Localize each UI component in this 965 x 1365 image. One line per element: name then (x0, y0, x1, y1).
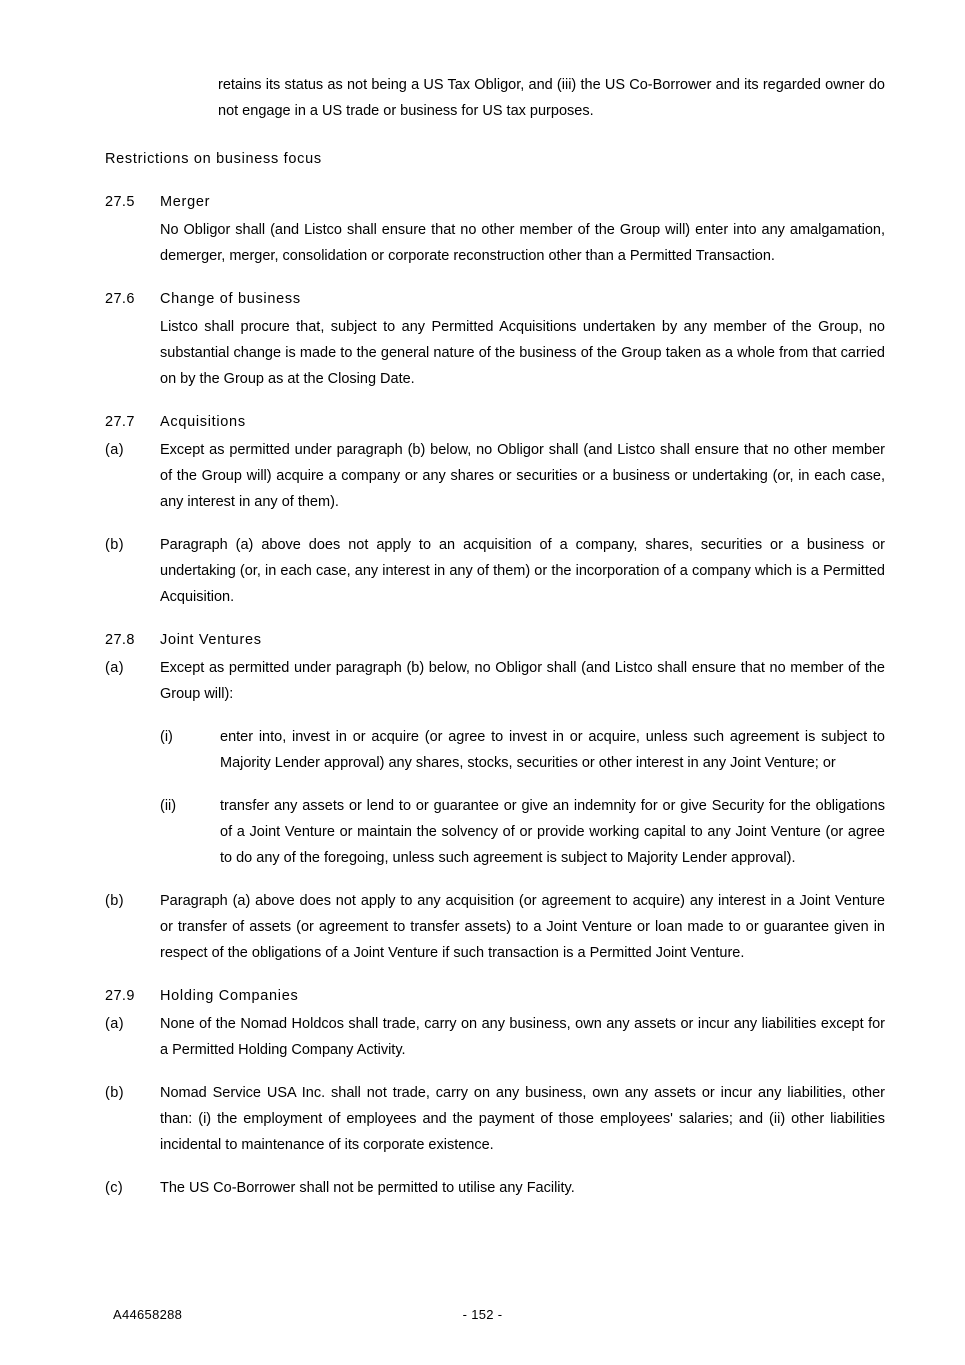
clause-27-8-paragraph-b (105, 888, 885, 966)
clause-27-8-subitem-ii (160, 793, 885, 871)
clause-number: 27.9 (105, 988, 135, 1004)
clause-title: Holding Companies (160, 988, 299, 1004)
clause-27-7-paragraph-a (105, 437, 885, 515)
paragraph-label: (a) (105, 1016, 124, 1032)
paragraph-text: No Obligor shall (and Listco shall ensure that no other member of the Group will) enter into any amalgamation, demerger, merger, consolidation or corporate reconstruction other than a Permitted Transaction. (160, 222, 885, 264)
clause-27-5-paragraph (105, 217, 885, 269)
clause-number: 27.7 (105, 414, 135, 430)
clause-27-6-paragraph (105, 314, 885, 392)
paragraph-label: (b) (105, 1085, 124, 1101)
paragraph-text: Paragraph (a) above does not apply to any acquisition (or agreement to acquire) any interest in a Joint Venture or transfer of assets (or agreement to transfer assets) to a Joint Venture or loan made to or guarantee given in respect of the obligations of a Joint Venture if such transaction is a Permitted Joint Venture. (160, 893, 885, 961)
paragraph-text: Listco shall procure that, subject to any Permitted Acquisitions undertaken by any member of the Group, no substantial change is made to the general nature of the business of the Group taken as a whole from that carried on by the Group as at the Closing Date. (160, 319, 885, 387)
paragraph-text: None of the Nomad Holdcos shall trade, carry on any business, own any assets or incur any liabilities except for a Permitted Holding Company Activity. (160, 1016, 885, 1058)
paragraph-text: The US Co-Borrower shall not be permitted to utilise any Facility. (160, 1180, 575, 1196)
paragraph-label: (c) (105, 1180, 124, 1196)
paragraph-text: Except as permitted under paragraph (b) below, no Obligor shall (and Listco shall ensure that no other member of the Group will) acquire a company or any shares or securities or a business or undertaking (or, in each case, any interest in any of them). (160, 442, 885, 510)
paragraph-label: (a) (105, 442, 124, 458)
clause-number: 27.6 (105, 291, 135, 307)
clause-27-9-paragraph-c (105, 1175, 885, 1201)
document-reference: A44658288 (113, 1307, 183, 1322)
paragraph-label: (a) (105, 660, 124, 676)
clause-heading-27-7 (105, 409, 885, 435)
clause-27-8-paragraph-a (105, 655, 885, 707)
section-heading: Restrictions on business focus (105, 151, 322, 167)
clause-heading-27-5 (105, 189, 885, 215)
paragraph-text: Except as permitted under paragraph (b) below, no Obligor shall (and Listco shall ensure that no member of the Group will): (160, 660, 885, 702)
clause-number: 27.8 (105, 632, 135, 648)
clause-27-9-paragraph-b (105, 1080, 885, 1158)
clause-heading-27-9 (105, 983, 885, 1009)
page-footer (0, 1307, 965, 1327)
paragraph-label: (b) (105, 893, 124, 909)
clause-27-7-paragraph-b (105, 532, 885, 610)
subitem-label: (ii) (160, 798, 177, 814)
clause-27-8-subitem-i (160, 724, 885, 776)
clause-title: Change of business (160, 291, 301, 307)
subitem-text: transfer any assets or lend to or guarantee or give an indemnity for or give Security for the obligations of a Joint Venture or maintain the solvency of or provide working capital to any Joint Venture (or agree to do any of the foregoing, unless such agreement is subject to Majority Lender approval). (220, 798, 885, 866)
clause-heading-27-8 (105, 627, 885, 653)
clause-title: Joint Ventures (160, 632, 262, 648)
page-number: - 152 - (462, 1307, 503, 1322)
clause-number: 27.5 (105, 194, 135, 210)
subitem-text: enter into, invest in or acquire (or agree to invest in or acquire, unless such agreement is subject to Majority Lender approval) any shares, stocks, securities or other interest in any Joint Venture; or (220, 729, 885, 771)
paragraph-text: Nomad Service USA Inc. shall not trade, carry on any business, own any assets or incur any liabilities, other than: (i) the employment of employees and the payment of those employees' salaries; and (ii) other liabilities incidental to maintenance of its corporate existence. (160, 1085, 885, 1153)
clause-title: Merger (160, 194, 211, 210)
subitem-label: (i) (160, 729, 173, 745)
paragraph-label: (b) (105, 537, 124, 553)
clause-27-9-paragraph-a (105, 1011, 885, 1063)
paragraph-text: Paragraph (a) above does not apply to an acquisition of a company, shares, securities or a business or undertaking (or, in each case, any interest in any of them) or the incorporation of a company which is a Permitted Acquisition. (160, 537, 885, 605)
clause-heading-27-6 (105, 286, 885, 312)
continuation-paragraph: retains its status as not being a US Tax Obligor, and (iii) the US Co-Borrower and its regarded owner do not engage in a US trade or business for US tax purposes. (218, 77, 885, 119)
clause-title: Acquisitions (160, 414, 246, 430)
